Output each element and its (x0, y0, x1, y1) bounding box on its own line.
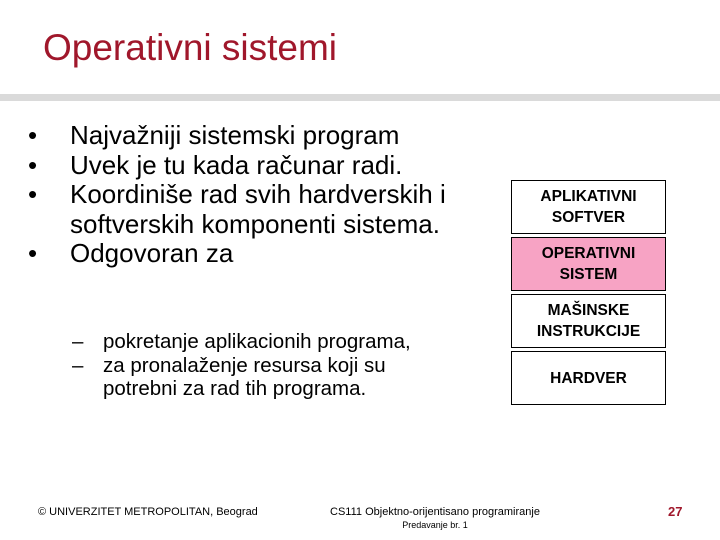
title-divider (0, 94, 720, 101)
bullet-text: Najvažniji sistemski program (70, 120, 400, 150)
bullet-item (28, 239, 468, 269)
system-layer-stack (511, 180, 666, 405)
footer-course-title: CS111 Objektno-orijentisano programiranje (330, 506, 540, 518)
footer-copyright: © UNIVERZITET METROPOLITAN, Beograd (38, 506, 258, 518)
bullet-marker: • (28, 238, 38, 268)
footer-course (330, 506, 540, 532)
slide-title: Operativni sistemi (43, 27, 338, 68)
footer-lecture: Predavanje br. 1 (402, 520, 468, 530)
sub-bullet-item (72, 330, 452, 354)
bullet-list (28, 121, 468, 269)
sub-bullet-text: za pronalaženje resursa koji su potrebni za rad tih programa. (103, 353, 386, 400)
sub-bullet-marker: – (72, 330, 84, 353)
layer-hardver: HARDVER (511, 351, 666, 405)
page-number: 27 (668, 504, 683, 519)
bullet-marker: • (28, 179, 38, 209)
bullet-marker: • (28, 120, 38, 150)
sub-bullet-text: pokretanje aplikacionih programa, (103, 330, 411, 353)
bullet-text: Odgovoran za (70, 238, 234, 268)
layer-aplikativni-softver: APLIKATIVNI SOFTVER (511, 180, 666, 234)
sub-bullet-item (72, 354, 452, 401)
sub-bullet-list (72, 330, 452, 401)
bullet-text: Uvek je tu kada računar radi. (70, 149, 403, 180)
bullet-marker: • (28, 149, 38, 180)
bullet-item (28, 180, 468, 239)
bullet-text: Koordiniše rad svih hardverskih i softverskih komponenti sistema. (70, 179, 446, 239)
bullet-item (28, 151, 468, 181)
bullet-item (28, 121, 468, 151)
layer-masinske-instrukcije: MAŠINSKE INSTRUKCIJE (511, 294, 666, 348)
sub-bullet-marker: – (72, 353, 84, 377)
layer-operativni-sistem: OPERATIVNI SISTEM (511, 237, 666, 291)
